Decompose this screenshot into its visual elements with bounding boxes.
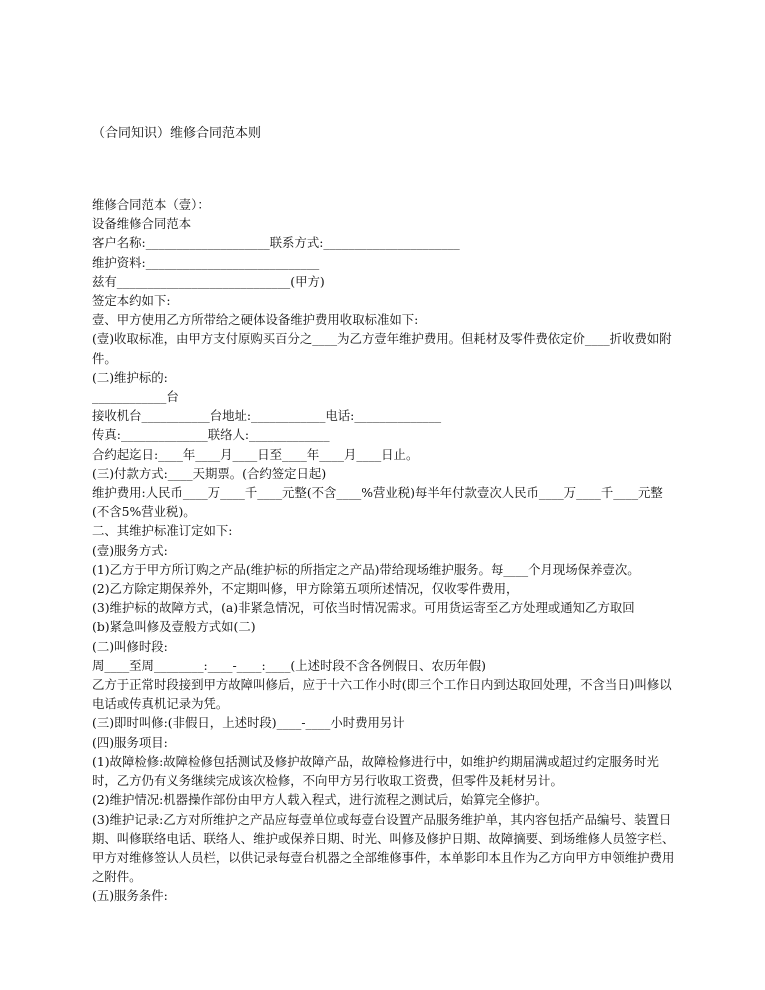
service-conditions-heading: (五)服务条件: [92, 888, 168, 904]
instant-call-line: (三)即时叫修:(非假日，上述时段)____-____小时费用另计 [92, 715, 405, 731]
maintenance-record-line: (3)维护记录:乙方对所维护之产品应每壹单位或每壹台设置产品服务维护单，其内容包括产品编号、装置日期、叫修联络电话、联络人、维护或保养日期、时光、叫修及修护日期、故障摘要、到场维修人员签字栏、甲方对维修签认人员栏，以供记录每壹台机器之全部维修事件，本单影印本且作为乙方向甲方申领维护费用之附件。 [92, 811, 675, 885]
agreement-intro-line: 签定本约如下: [92, 293, 171, 309]
contract-body [92, 195, 677, 906]
contract-period-line: 合约起迄日:____年____月____日至____年____月____日止。 [92, 446, 419, 462]
maintenance-status-line: (2)维护情况:机器操作部份由甲方人载入程式，进行流程之测试后，始算完全修护。 [92, 792, 548, 808]
service-method-heading: (壹)服务方式: [92, 542, 168, 558]
maintenance-fee-line: 维护费用:人民币____万____千____元整(不含____%营业税)每半年付款壹次人民币____万____千____元整(不含5%营业税)。 [92, 485, 663, 520]
service-item-1: (1)乙方于甲方所订购之产品(维护标的所指定之产品)带给现场维护服务。每____个月现场保养壹次。 [92, 561, 640, 577]
maintenance-info-line: 维护资料:____________________________ [92, 254, 320, 270]
service-item-3b: (b)紧急叫修及壹般方式如(二) [92, 619, 256, 635]
machine-count-line: ____________台 [92, 389, 179, 405]
repair-item-line: (1)故障检修:故障检修包括测试及修护故障产品，故障检修进行中，如维护约期届满或超过约定服务时光时，乙方仍有义务继续完成该次检修，不向甲方另行收取工资费，但零件及耗材另计。 [92, 753, 659, 789]
call-period-heading: (二)叫修时段: [92, 638, 168, 654]
response-time-line: 乙方于正常时段接到甲方故障叫修后，应于十六工作小时(即三个工作日内到达取回处理，不含当日)叫修以电话或传真机记录为凭。 [92, 677, 672, 712]
maintenance-target-heading: (二)维护标的: [92, 369, 168, 385]
party-a-line: 兹有____________________________(甲方) [92, 273, 325, 289]
clause-one-line: 壹、甲方使用乙方所带给之硬体设备维护费用收取标准如下: [92, 312, 419, 328]
service-item-2: (2)乙方除定期保养外，不定期叫修，甲方除第五项所述情况，仅收零件费用， [92, 581, 519, 597]
sub-heading: 设备维修合同范本 [92, 216, 192, 232]
service-items-heading: (四)服务项目: [92, 734, 168, 750]
clause-two-line: 二、其维护标准订定如下: [92, 523, 233, 539]
fax-contact-line: 传真:______________联络人:_____________ [92, 427, 330, 443]
payment-method-line: (三)付款方式:____天期票。(合约签定日起) [92, 465, 327, 481]
customer-name-line: 客户名称:____________________联系方式:______________________ [92, 235, 460, 251]
machine-address-line: 接收机台___________台地址:____________电话:______________ [92, 408, 442, 424]
call-period-line: 周____至周________:____-____:____(上述时段不含各例假日、农历年假) [92, 657, 486, 673]
fee-standard-line: (壹)收取标准，由甲方支付原购买百分之____为乙方壹年维护费用。但耗材及零件费依定价____折收费如附件。 [92, 331, 672, 366]
service-item-3: (3)维护标的故障方式，(a)非紧急情况，可依当时情况需求。可用货运寄至乙方处理或通知乙方取回 [92, 600, 635, 616]
document-title: （合同知识）维修合同范本则 [92, 126, 262, 141]
section-heading: 维修合同范本（壹）： [92, 197, 210, 212]
